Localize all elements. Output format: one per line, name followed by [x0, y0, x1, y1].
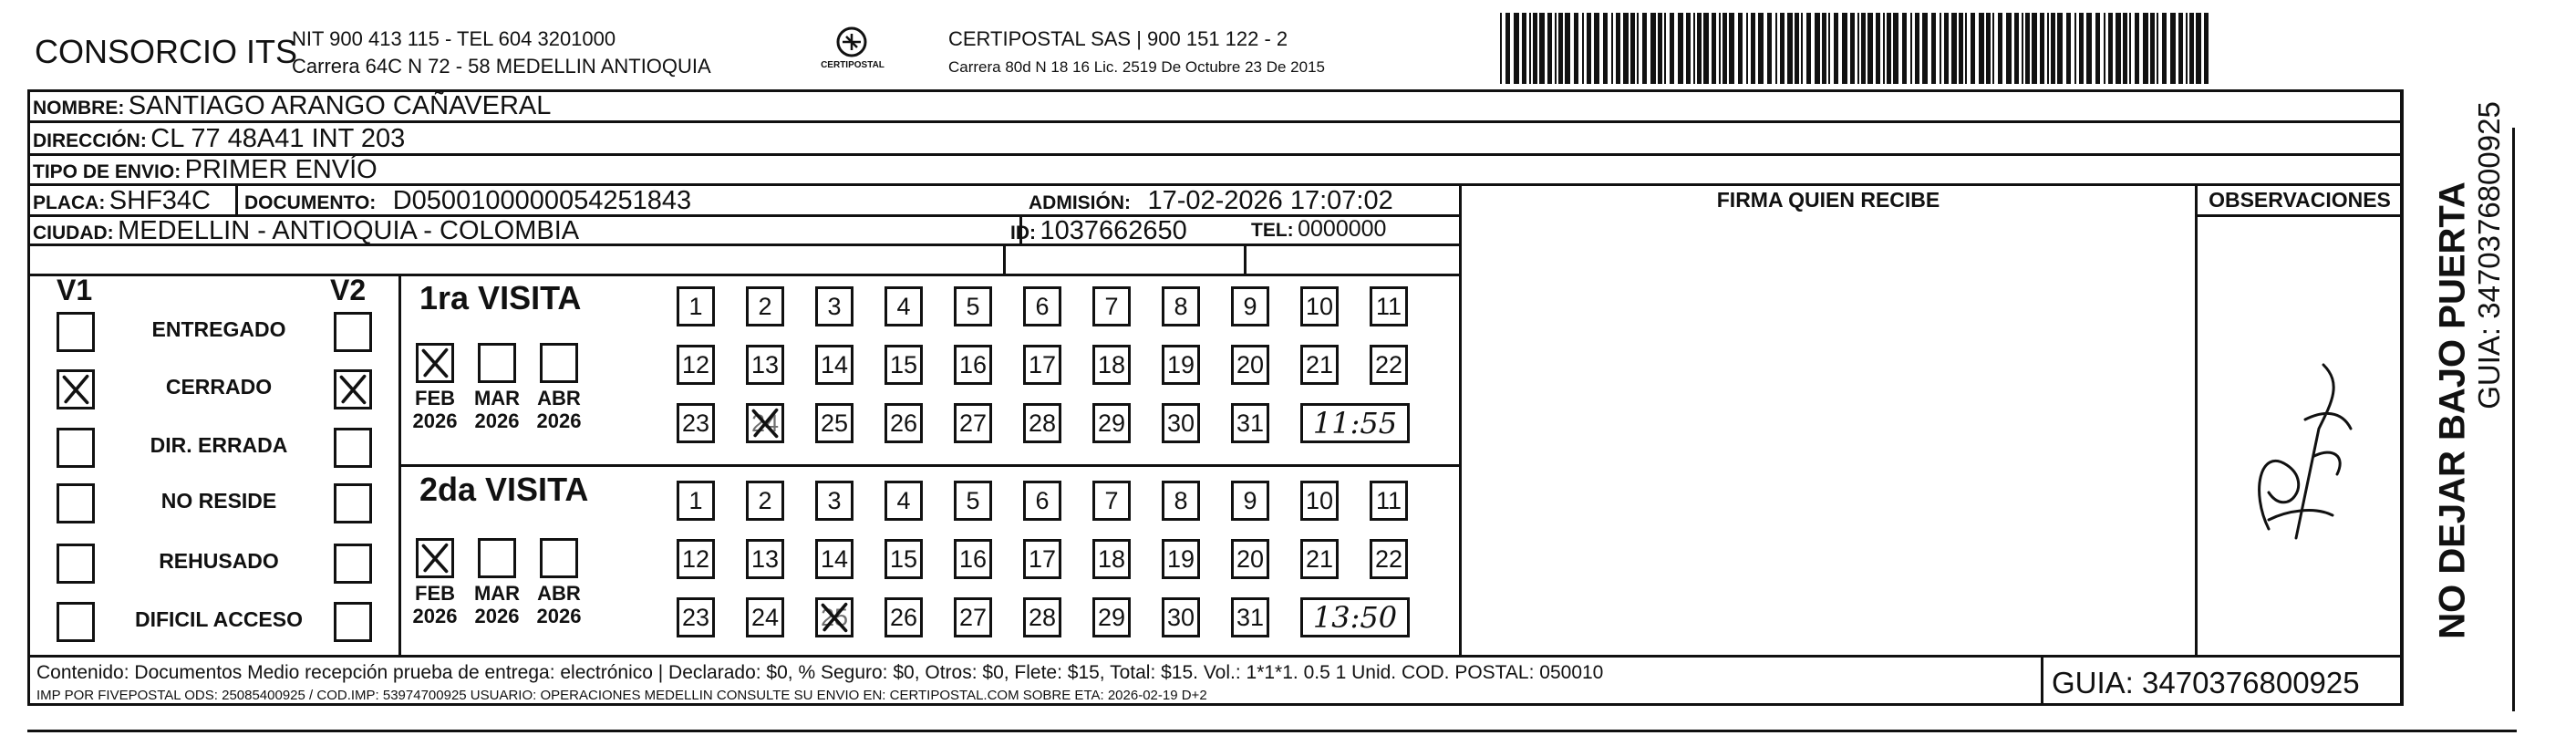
- day-number: 31: [1236, 604, 1265, 631]
- day-number: 12: [681, 351, 710, 378]
- day-number: 2: [758, 293, 772, 320]
- month-label: [530, 387, 588, 432]
- day-box[interactable]: [815, 345, 853, 385]
- day-box[interactable]: [1162, 286, 1200, 326]
- day-number: 25: [820, 409, 849, 437]
- v2-checkbox[interactable]: [334, 312, 372, 352]
- v2-checkbox[interactable]: [334, 483, 372, 523]
- day-number: 13: [750, 545, 780, 573]
- day-box[interactable]: [1023, 286, 1061, 326]
- month-label: [530, 582, 588, 627]
- no-dejar-bajo-puerta: NO DEJAR BAJO PUERTA: [2432, 181, 2473, 639]
- day-box[interactable]: [885, 597, 923, 637]
- v2-checkbox[interactable]: [334, 602, 372, 642]
- day-box[interactable]: [1300, 481, 1339, 521]
- day-box[interactable]: [815, 286, 853, 326]
- admision-label: ADMISIÓN:: [1029, 192, 1131, 213]
- day-box[interactable]: [815, 481, 853, 521]
- day-number: 24: [750, 604, 780, 631]
- v1-checkbox[interactable]: [57, 369, 95, 409]
- month-checkbox[interactable]: [416, 343, 454, 383]
- day-number: 5: [966, 293, 980, 320]
- first-visit-title: 1ra VISITA: [419, 279, 582, 316]
- day-number: 2: [758, 487, 772, 514]
- day-number: 3: [827, 293, 842, 320]
- day-box[interactable]: [677, 345, 715, 385]
- x-mark-icon: [749, 406, 781, 440]
- day-number: 15: [889, 351, 918, 378]
- documento-label: DOCUMENTO:: [244, 192, 377, 213]
- v1-checkbox[interactable]: [57, 602, 95, 642]
- v1-checkbox[interactable]: [57, 544, 95, 584]
- day-box[interactable]: [885, 481, 923, 521]
- placa-value: SHF34C: [109, 186, 211, 215]
- v1-checkbox[interactable]: [57, 483, 95, 523]
- day-number: 8: [1174, 487, 1188, 514]
- nombre-value: SANTIAGO ARANGO CAÑAVERAL: [128, 91, 552, 120]
- day-number: 1: [688, 487, 703, 514]
- day-box[interactable]: [954, 345, 992, 385]
- day-number: 22: [1374, 351, 1403, 378]
- day-number: 23: [681, 604, 710, 631]
- status-option-label: ENTREGADO: [151, 317, 286, 341]
- certipostal-line-2: Carrera 80d N 18 16 Lic. 2519 De Octubre 23 De 2015: [948, 58, 1325, 76]
- day-box[interactable]: [1370, 481, 1408, 521]
- day-box[interactable]: [1023, 481, 1061, 521]
- day-number: 11: [1375, 293, 1402, 320]
- day-number: 19: [1166, 545, 1195, 573]
- day-number: 19: [1166, 351, 1195, 378]
- day-box[interactable]: [677, 597, 715, 637]
- form-frame: [27, 89, 2403, 706]
- company-name: CONSORCIO ITS: [35, 33, 298, 70]
- day-number: 9: [1243, 293, 1257, 320]
- day-box[interactable]: [1231, 345, 1269, 385]
- day-box[interactable]: [1092, 286, 1131, 326]
- day-number: 18: [1097, 545, 1126, 573]
- day-box[interactable]: [954, 481, 992, 521]
- day-number: 5: [966, 487, 980, 514]
- day-box[interactable]: [885, 403, 923, 443]
- day-box[interactable]: [815, 539, 853, 579]
- month-year: 2026: [536, 409, 582, 432]
- month-year: 2026: [412, 605, 458, 627]
- day-number: 1: [688, 293, 703, 320]
- month-name: MAR: [473, 582, 521, 605]
- day-box[interactable]: [1092, 345, 1131, 385]
- day-box[interactable]: [1231, 286, 1269, 326]
- day-number: 28: [1028, 409, 1057, 437]
- day-box[interactable]: [815, 597, 853, 637]
- day-box[interactable]: [954, 597, 992, 637]
- month-year: 2026: [412, 409, 458, 432]
- day-box[interactable]: [746, 597, 784, 637]
- day-box[interactable]: [1300, 345, 1339, 385]
- visit-time[interactable]: 13:50: [1300, 597, 1410, 637]
- day-number: 24: [750, 409, 780, 437]
- day-number: 4: [896, 487, 911, 514]
- side-guia: GUIA: 3470376800925: [2472, 101, 2506, 409]
- v2-label: V2: [330, 274, 367, 306]
- month-name: ABR: [537, 387, 581, 409]
- day-box[interactable]: [746, 345, 784, 385]
- day-box[interactable]: [1300, 539, 1339, 579]
- day-box[interactable]: [885, 345, 923, 385]
- status-option-label: DIFICIL ACCESO: [134, 607, 303, 631]
- month-name: MAR: [473, 387, 521, 409]
- day-box[interactable]: [1023, 403, 1061, 443]
- day-number: 27: [958, 604, 988, 631]
- day-box[interactable]: [1370, 286, 1408, 326]
- tipo-envio-label: TIPO DE ENVIO:: [33, 161, 181, 182]
- day-number: 31: [1236, 409, 1265, 437]
- v2-checkbox[interactable]: [334, 428, 372, 468]
- day-box[interactable]: [677, 481, 715, 521]
- day-box[interactable]: [677, 286, 715, 326]
- status-option-label: DIR. ERRADA: [150, 433, 288, 457]
- placa-label: PLACA:: [33, 192, 106, 213]
- day-number: 15: [889, 545, 918, 573]
- day-number: 16: [958, 351, 988, 378]
- month-checkbox[interactable]: [540, 343, 578, 383]
- status-option-label: REHUSADO: [159, 549, 279, 573]
- documento-value: D0500100000054251843: [392, 186, 692, 215]
- day-box[interactable]: [1370, 345, 1408, 385]
- day-box[interactable]: [1231, 539, 1269, 579]
- day-number: 18: [1097, 351, 1126, 378]
- day-box[interactable]: [1231, 481, 1269, 521]
- day-number: 6: [1035, 487, 1050, 514]
- contenido-text: Contenido: Documentos Medio recepción prueba de entrega: electrónico | Declarado: $0, % Seguro: $0, Otros: $0, Flete: $15, Total: $15. Vol.: 1*1*1. 0.5 1 Unid. COD. POSTAL: 050010: [36, 662, 1604, 683]
- day-number: 26: [889, 604, 918, 631]
- day-box[interactable]: [677, 403, 715, 443]
- logo-text: CERTIPOSTAL: [821, 60, 885, 70]
- day-box[interactable]: [885, 286, 923, 326]
- month-checkbox[interactable]: [478, 538, 516, 578]
- v1-checkbox[interactable]: [57, 312, 95, 352]
- v2-checkbox[interactable]: [334, 369, 372, 409]
- day-box[interactable]: [746, 286, 784, 326]
- imp-text: IMP POR FIVEPOSTAL ODS: 25085400925 / COD.IMP: 53974700925 USUARIO: OPERACIONES MEDELLIN CONSULTE SU ENVIO EN: CERTIPOSTAL.COM SOBRE ETA: 2026-02-19 D+2: [36, 688, 1207, 703]
- x-mark-icon: [419, 541, 451, 575]
- day-box[interactable]: [1023, 539, 1061, 579]
- day-box[interactable]: [815, 403, 853, 443]
- day-number: 10: [1305, 487, 1334, 514]
- day-number: 9: [1243, 487, 1257, 514]
- barcode: [1500, 13, 2229, 86]
- day-number: 23: [681, 409, 710, 437]
- ciudad-label: CIUDAD:: [33, 223, 114, 243]
- x-mark-icon: [419, 346, 451, 380]
- x-mark-icon: [818, 600, 851, 635]
- day-number: 17: [1028, 351, 1057, 378]
- day-box[interactable]: [954, 539, 992, 579]
- day-number: 21: [1305, 351, 1334, 378]
- month-label: [468, 387, 526, 432]
- day-box[interactable]: [1092, 597, 1131, 637]
- day-number: 20: [1236, 545, 1265, 573]
- day-box[interactable]: [885, 539, 923, 579]
- status-option-label: NO RESIDE: [160, 489, 277, 513]
- tel-value: 0000000: [1298, 216, 1387, 242]
- day-number: 22: [1374, 545, 1403, 573]
- day-number: 4: [896, 293, 911, 320]
- second-visit-title: 2da VISITA: [419, 471, 589, 508]
- day-number: 29: [1097, 409, 1126, 437]
- ciudad-value: MEDELLIN - ANTIOQUIA - COLOMBIA: [118, 216, 580, 245]
- day-box[interactable]: [1162, 539, 1200, 579]
- x-mark-icon: [59, 372, 92, 407]
- day-number: 27: [958, 409, 988, 437]
- day-box[interactable]: [1162, 481, 1200, 521]
- observaciones-label: OBSERVACIONES: [2209, 188, 2391, 212]
- company-nit: NIT 900 413 115 - TEL 604 3201000: [292, 27, 616, 50]
- direccion-label: DIRECCIÓN:: [33, 130, 147, 151]
- certipostal-line-1: CERTIPOSTAL SAS | 900 151 122 - 2: [948, 27, 1288, 50]
- footer-guia: GUIA: 3470376800925: [2052, 666, 2360, 699]
- day-number: 20: [1236, 351, 1265, 378]
- v1-checkbox[interactable]: [57, 428, 95, 468]
- day-number: 28: [1028, 604, 1057, 631]
- day-number: 7: [1104, 487, 1119, 514]
- day-box[interactable]: [1231, 403, 1269, 443]
- month-checkbox[interactable]: [416, 538, 454, 578]
- day-box[interactable]: [1162, 403, 1200, 443]
- day-box[interactable]: [1231, 597, 1269, 637]
- direccion-value: CL 77 48A41 INT 203: [150, 124, 406, 153]
- month-name: FEB: [415, 582, 455, 605]
- day-box[interactable]: [1162, 597, 1200, 637]
- v2-checkbox[interactable]: [334, 544, 372, 584]
- day-box[interactable]: [1023, 597, 1061, 637]
- month-checkbox[interactable]: [478, 343, 516, 383]
- day-box[interactable]: [1300, 286, 1339, 326]
- month-name: ABR: [537, 582, 581, 605]
- day-box[interactable]: [677, 539, 715, 579]
- day-number: 3: [827, 487, 842, 514]
- day-number: 16: [958, 545, 988, 573]
- month-label: [468, 582, 526, 627]
- day-box[interactable]: [746, 481, 784, 521]
- day-box[interactable]: [1023, 345, 1061, 385]
- x-mark-icon: [336, 372, 369, 407]
- nombre-label: NOMBRE:: [33, 98, 125, 119]
- month-year: 2026: [536, 605, 582, 627]
- month-checkbox[interactable]: [540, 538, 578, 578]
- day-box[interactable]: [746, 539, 784, 579]
- day-number: 25: [820, 604, 849, 631]
- company-address: Carrera 64C N 72 - 58 MEDELLIN ANTIOQUIA: [292, 55, 711, 78]
- day-number: 30: [1166, 604, 1195, 631]
- day-number: 10: [1305, 293, 1334, 320]
- day-number: 17: [1028, 545, 1057, 573]
- day-box[interactable]: [746, 403, 784, 443]
- day-number: 30: [1166, 409, 1195, 437]
- tipo-envio-value: PRIMER ENVÍO: [184, 155, 378, 184]
- day-number: 11: [1375, 487, 1402, 514]
- day-box[interactable]: [1092, 539, 1131, 579]
- day-number: 12: [681, 545, 710, 573]
- id-label: ID:: [1010, 223, 1036, 243]
- day-box[interactable]: [1162, 345, 1200, 385]
- handwritten-signature: [2232, 310, 2369, 547]
- month-label: [406, 387, 464, 432]
- day-number: 14: [820, 545, 849, 573]
- day-number: 8: [1174, 293, 1188, 320]
- month-year: 2026: [474, 605, 520, 627]
- day-number: 13: [750, 351, 780, 378]
- day-box[interactable]: [1092, 403, 1131, 443]
- day-number: 6: [1035, 293, 1050, 320]
- id-value: 1037662650: [1040, 216, 1187, 245]
- v1-label: V1: [57, 274, 93, 306]
- day-number: 26: [889, 409, 918, 437]
- day-box[interactable]: [954, 403, 992, 443]
- tel-label: TEL:: [1251, 220, 1294, 241]
- day-number: 21: [1305, 545, 1334, 573]
- month-label: [406, 582, 464, 627]
- status-option-label: CERRADO: [165, 375, 273, 399]
- firma-label: FIRMA QUIEN RECIBE: [1716, 188, 1940, 212]
- day-number: 29: [1097, 604, 1126, 631]
- day-box[interactable]: [1370, 539, 1408, 579]
- visit-time[interactable]: 11:55: [1300, 403, 1410, 443]
- admision-value: 17-02-2026 17:07:02: [1147, 186, 1393, 215]
- day-number: 14: [820, 351, 849, 378]
- day-box[interactable]: [954, 286, 992, 326]
- month-year: 2026: [474, 409, 520, 432]
- certipostal-logo: [812, 24, 894, 78]
- day-box[interactable]: [1092, 481, 1131, 521]
- day-number: 7: [1104, 293, 1119, 320]
- month-name: FEB: [415, 387, 455, 409]
